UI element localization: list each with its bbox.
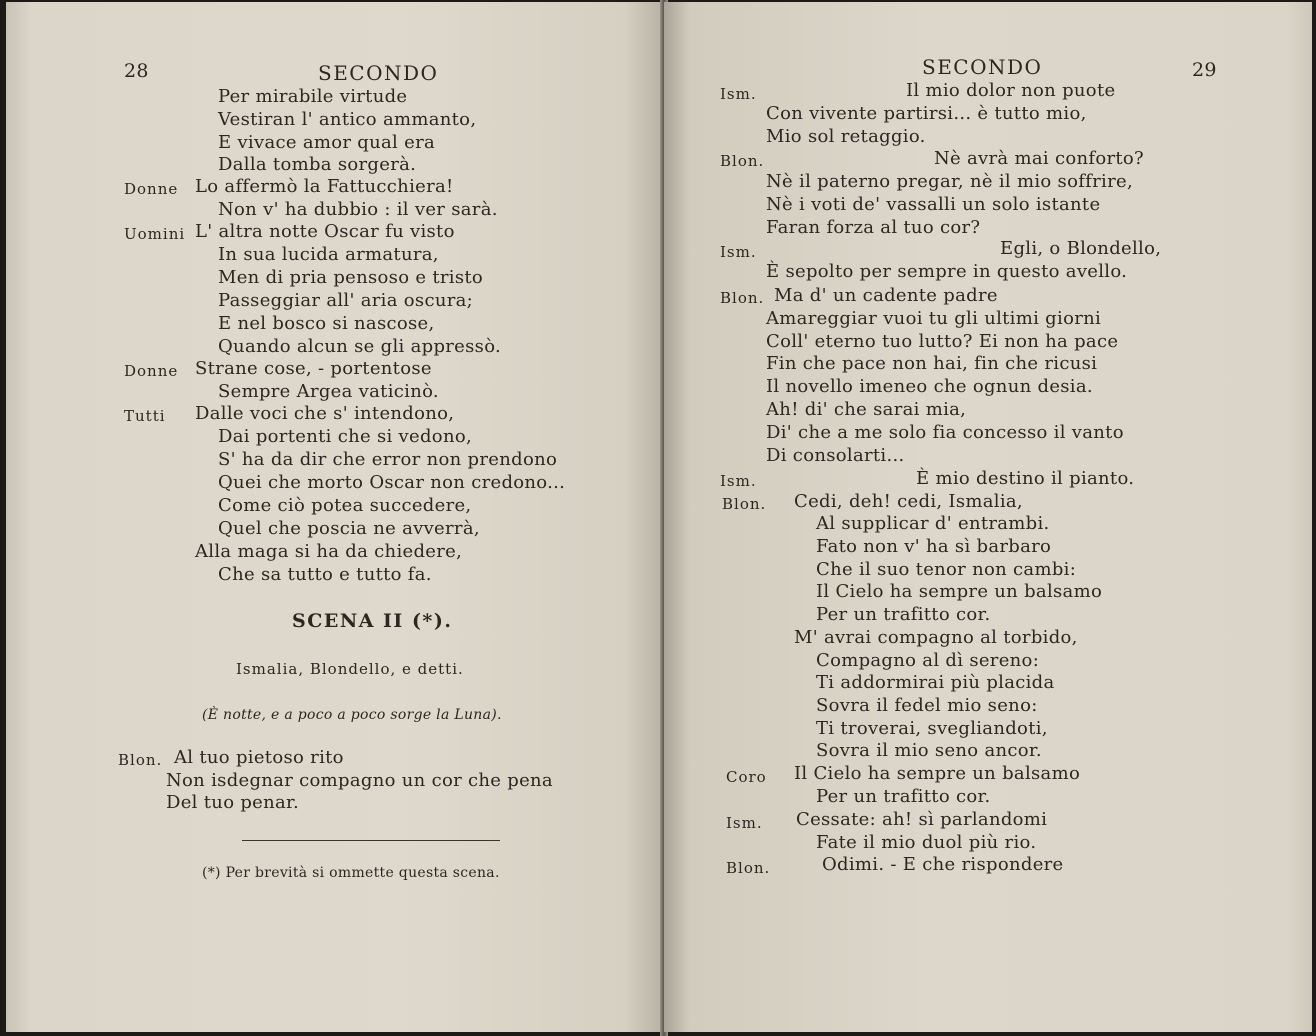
right-page — [664, 2, 1312, 1032]
verse-line: Fato non v' ha sì barbaro — [816, 536, 1052, 557]
verse-line: Come ciò potea succedere, — [218, 495, 472, 516]
verse-line: Sovra il mio seno ancor. — [816, 740, 1042, 761]
verse-line: Cedi, deh! cedi, Ismalia, — [794, 491, 1023, 512]
page-number: 29 — [1192, 59, 1217, 81]
verse-line: Di consolarti... — [766, 445, 905, 466]
verse-line: Sovra il fedel mio seno: — [816, 695, 1038, 716]
verse-line: Quel che poscia ne avverrà, — [218, 518, 480, 539]
speaker-label: Blon. — [720, 289, 765, 307]
verse-line: Odimi. - E che rispondere — [822, 854, 1064, 875]
scene-characters: Ismalia, Blondello, e detti. — [236, 660, 464, 678]
verse-line: Quando alcun se gli appressò. — [218, 336, 502, 357]
verse-line: Amareggiar vuoi tu gli ultimi giorni — [766, 308, 1102, 329]
verse-line: Per un trafitto cor. — [816, 604, 991, 625]
speaker-label: Blon. — [722, 495, 767, 513]
verse-line: Con vivente partirsi... è tutto mio, — [766, 103, 1087, 124]
verse-line: Il Cielo ha sempre un balsamo — [794, 763, 1081, 784]
verse-line: Fin che pace non hai, fin che ricusi — [766, 353, 1098, 374]
verse-line: Faran forza al tuo cor? — [766, 217, 981, 238]
speaker-label: Tutti — [124, 407, 166, 425]
verse-line: Lo affermò la Fattucchiera! — [195, 176, 454, 197]
verse-line: S' ha da dir che error non prendono — [218, 449, 558, 470]
verse-line: Che il suo tenor non cambi: — [816, 559, 1077, 580]
footnote-divider — [242, 840, 500, 841]
verse-line: Ti troverai, svegliandoti, — [816, 718, 1048, 739]
speaker-label: Uomini — [124, 225, 186, 243]
verse-line: Non isdegnar compagno un cor che pena — [166, 770, 553, 791]
speaker-label: Donne — [124, 180, 179, 198]
verse-line: Al tuo pietoso rito — [174, 747, 344, 768]
left-page — [6, 2, 664, 1032]
verse-line: Il mio dolor non puote — [906, 80, 1116, 101]
verse-line: Ma d' un cadente padre — [774, 285, 998, 306]
verse-line: E vivace amor qual era — [218, 132, 436, 153]
verse-line: Passeggiar all' aria oscura; — [218, 290, 474, 311]
verse-line: Ti addormirai più placida — [816, 672, 1055, 693]
verse-line: Fate il mio duol più rio. — [816, 832, 1037, 853]
verse-line: E nel bosco si nascose, — [218, 313, 435, 334]
verse-line: Nè i voti de' vassalli un solo istante — [766, 194, 1101, 215]
running-head: SECONDO — [922, 55, 1043, 79]
verse-line: È sepolto per sempre in questo avello. — [766, 261, 1128, 282]
verse-line: Mio sol retaggio. — [766, 126, 926, 147]
verse-line: Nè avrà mai conforto? — [934, 148, 1144, 169]
verse-line: Vestiran l' antico ammanto, — [218, 109, 477, 130]
verse-line: L' altra notte Oscar fu visto — [195, 221, 455, 242]
verse-line: Ah! di' che sarai mia, — [766, 399, 967, 420]
speaker-label: Ism. — [726, 814, 763, 832]
verse-line: Compagno al dì sereno: — [816, 650, 1040, 671]
verse-line: Nè il paterno pregar, nè il mio soffrire, — [766, 171, 1133, 192]
verse-line: In sua lucida armatura, — [218, 244, 439, 265]
verse-line: Di' che a me solo fia concesso il vanto — [766, 422, 1124, 443]
verse-line: Che sa tutto e tutto fa. — [218, 564, 432, 585]
verse-line: Per un trafitto cor. — [816, 786, 991, 807]
verse-line: Alla maga si ha da chiedere, — [195, 541, 463, 562]
verse-line: Sempre Argea vaticinò. — [218, 381, 439, 402]
speaker-label: Coro — [726, 768, 767, 786]
footnote: (*) Per brevità si ommette questa scena. — [202, 865, 500, 881]
running-head: SECONDO — [318, 61, 439, 85]
scene-title: SCENA II (*). — [292, 610, 453, 632]
verse-line: Dalle voci che s' intendono, — [195, 403, 455, 424]
verse-line: Quei che morto Oscar non credono... — [218, 472, 566, 493]
verse-line: Strane cose, - portentose — [195, 358, 432, 379]
page-number: 28 — [124, 60, 149, 82]
verse-line: È mio destino il pianto. — [916, 468, 1135, 489]
verse-line: Coll' eterno tuo lutto? Ei non ha pace — [766, 331, 1119, 352]
verse-line: M' avrai compagno al torbido, — [794, 627, 1078, 648]
speaker-label: Blon. — [118, 751, 163, 769]
verse-line: Non v' ha dubbio : il ver sarà. — [218, 199, 498, 220]
verse-line: Del tuo penar. — [166, 792, 299, 813]
speaker-label: Blon. — [720, 152, 765, 170]
verse-line: Il novello imeneo che ognun desia. — [766, 376, 1093, 397]
verse-line: Per mirabile virtude — [218, 86, 408, 107]
stage-direction: (È notte, e a poco a poco sorge la Luna). — [202, 707, 502, 723]
speaker-label: Ism. — [720, 85, 757, 103]
speaker-label: Ism. — [720, 472, 757, 490]
verse-line: Cessate: ah! sì parlandomi — [796, 809, 1048, 830]
verse-line: Il Cielo ha sempre un balsamo — [816, 581, 1103, 602]
speaker-label: Blon. — [726, 859, 771, 877]
verse-line: Dalla tomba sorgerà. — [218, 154, 417, 175]
verse-line: Egli, o Blondello, — [1000, 238, 1162, 259]
verse-line: Al supplicar d' entrambi. — [816, 513, 1050, 534]
speaker-label: Donne — [124, 362, 179, 380]
verse-line: Men di pria pensoso e tristo — [218, 267, 484, 288]
verse-line: Dai portenti che si vedono, — [218, 426, 472, 447]
speaker-label: Ism. — [720, 243, 757, 261]
